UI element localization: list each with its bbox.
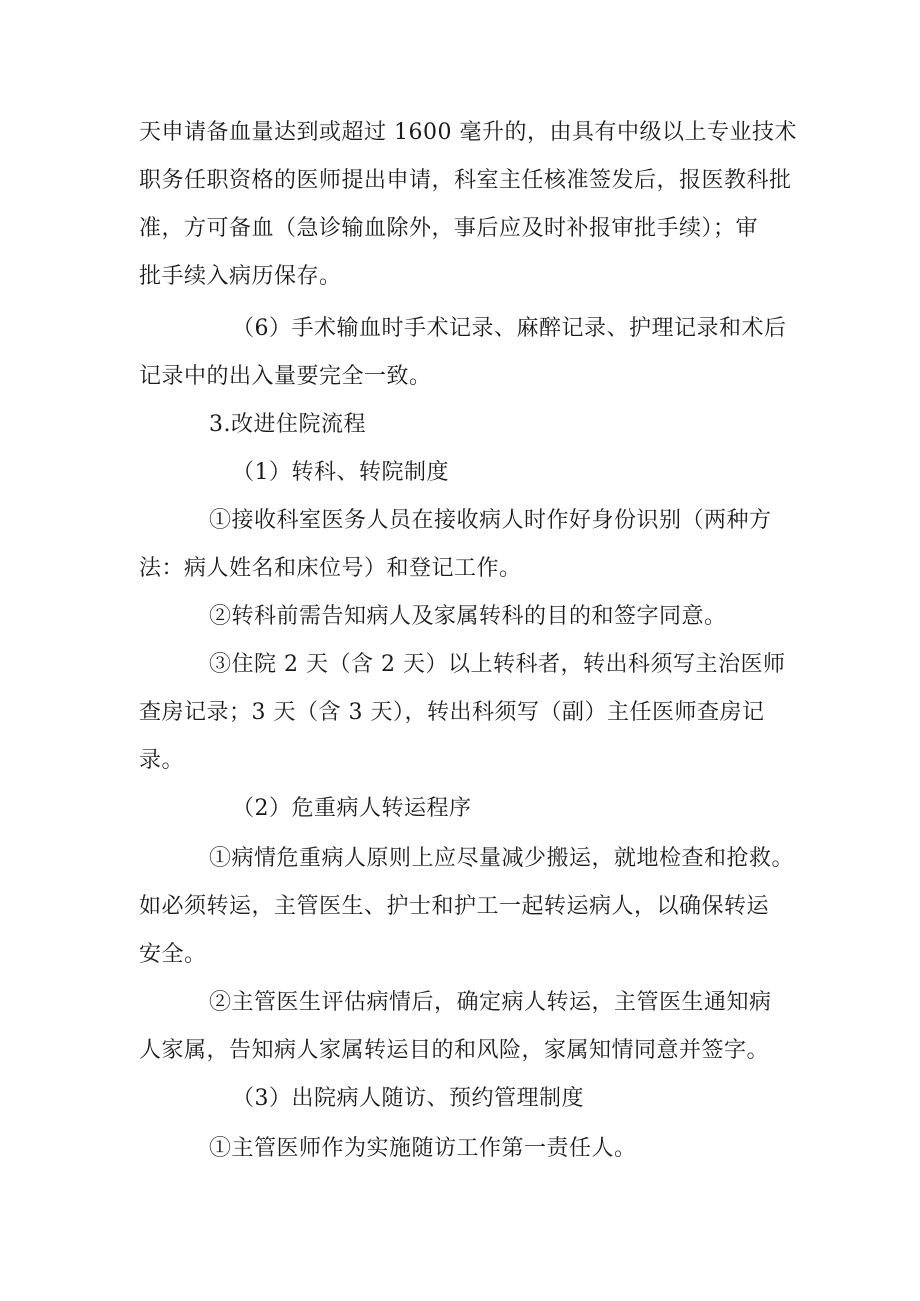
subsection-heading: （2）危重病人转运程序	[232, 796, 472, 821]
text-line: 安全。	[139, 942, 207, 967]
text-line: 人家属，告知病人家属转运目的和风险，家属知情同意并签字。	[139, 1038, 770, 1063]
subsection-heading: （1）转科、转院制度	[232, 460, 449, 485]
text-line: ②转科前需告知病人及家属转科的目的和签字同意。	[209, 604, 727, 629]
section-heading: 3.改进住院流程	[209, 412, 366, 437]
text-line: 记录中的出入量要完全一致。	[139, 364, 432, 389]
text-line: （6）手术输血时手术记录、麻醉记录、护理记录和术后	[232, 316, 787, 341]
text-line: 录。	[139, 748, 185, 773]
text-line: ③住院 2 天（含 2 天）以上转科者，转出科须写主治医师	[209, 652, 786, 677]
text-line: 查房记录；3 天（含 3 天），转出科须写（副）主任医师查房记	[139, 700, 765, 725]
text-line: ①主管医师作为实施随访工作第一责任人。	[209, 1136, 637, 1161]
text-line: ②主管医生评估病情后，确定病人转运，主管医生通知病	[209, 990, 772, 1015]
text-line: 天申请备血量达到或超过 1600 毫升的，由具有中级以上专业技术	[139, 120, 797, 145]
text-line: 法：病人姓名和床位号）和登记工作。	[139, 556, 522, 581]
text-line: 批手续入病历保存。	[139, 264, 342, 289]
text-line: ①接收科室医务人员在接收病人时作好身份识别（两种方	[209, 508, 772, 533]
subsection-heading: （3）出院病人随访、预约管理制度	[232, 1086, 584, 1111]
text-line: 准，方可备血（急诊输血除外，事后应及时补报审批手续）；审	[139, 216, 759, 241]
text-line: 职务任职资格的医师提出申请，科室主任核准签发后，报医教科批	[139, 168, 792, 193]
text-line: ①病情危重病人原则上应尽量减少搬运，就地检查和抢救。	[209, 846, 795, 871]
text-line: 如必须转运，主管医生、护士和护工一起转运病人，以确保转运	[139, 894, 770, 919]
